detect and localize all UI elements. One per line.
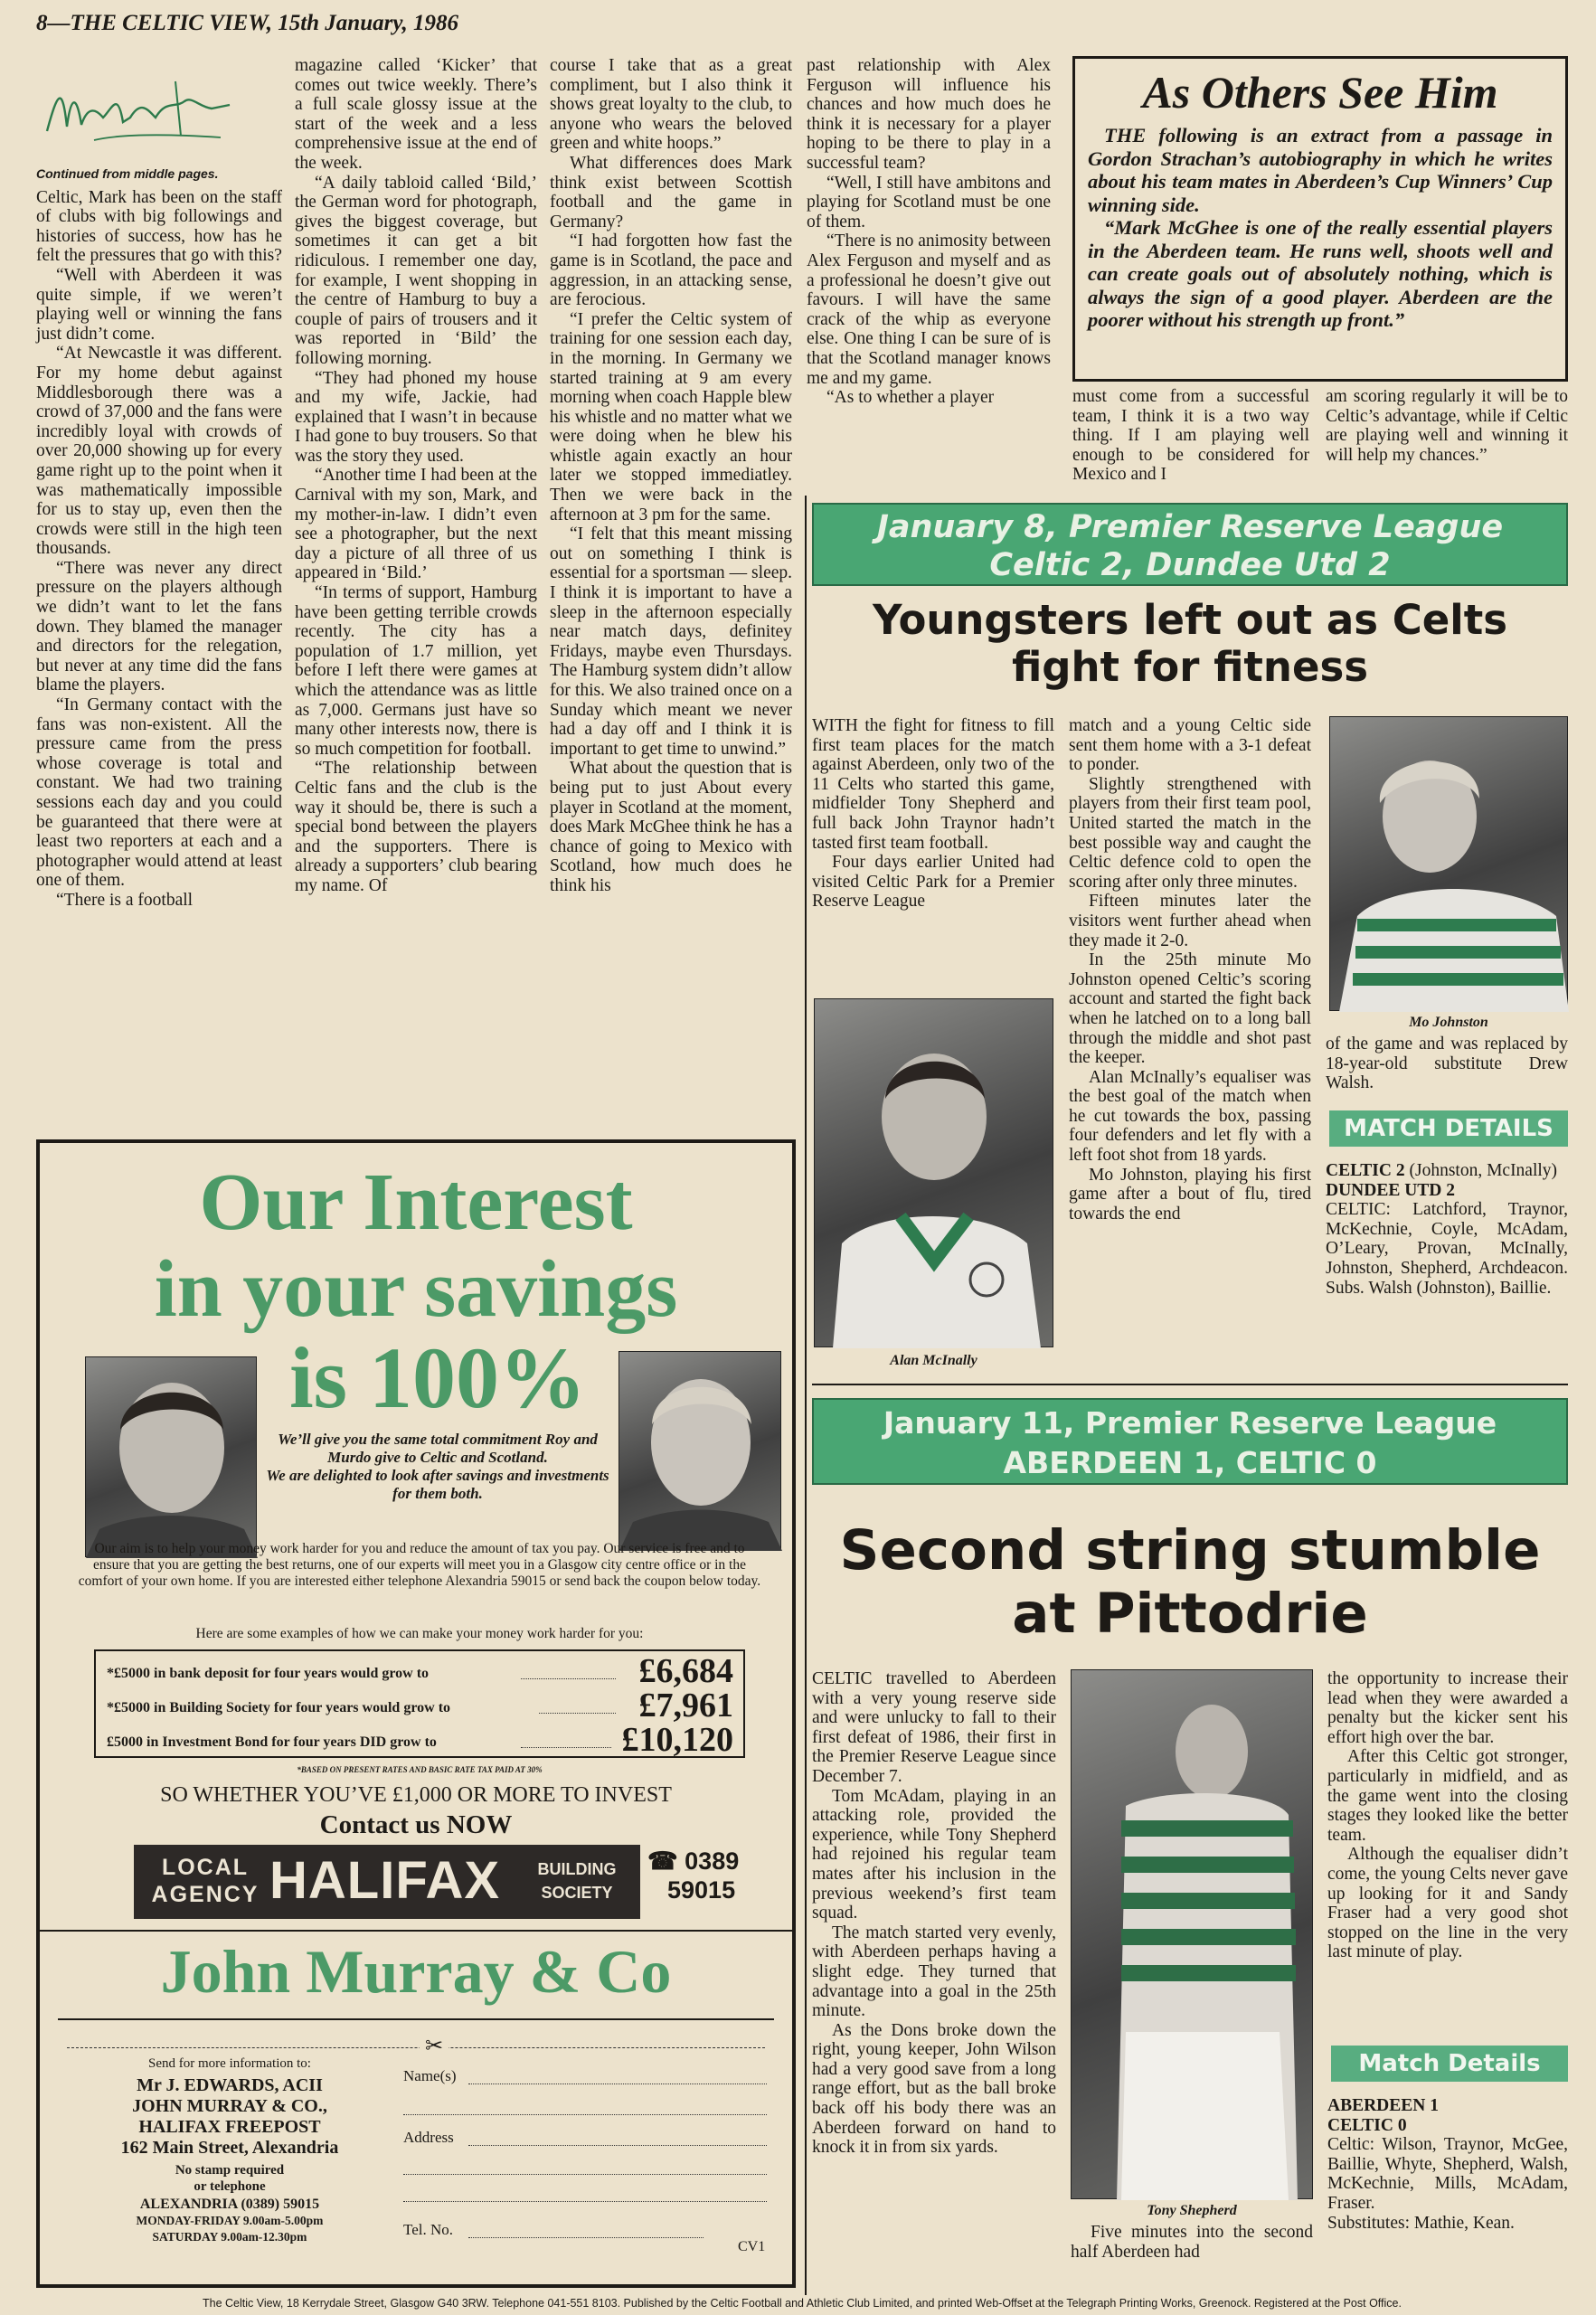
match1-header-bar	[812, 503, 1568, 586]
page-header: 8—THE CELTIC VIEW, 15th January, 1986	[36, 11, 458, 35]
article-paragraph: Celtic, Mark has been on the staff of clubs with big followings and histories of success, how has he felt the pressures that go with this?	[36, 187, 282, 266]
team-line-up: Celtic: Wilson, Traynor, McGee, Baillie, Whyte, Shepherd, Walsh, McKechnie, Mills, McAdam, Fraser.	[1327, 2135, 1568, 2213]
article-paragraph: CELTIC travelled to Aberdeen with a very young reserve side and were unlucky to fall to their first defeat of 1986, their first in the Premier Reserve League since December 7.	[812, 1669, 1056, 1786]
article-paragraph: “They had phoned my house and my wife, Jackie, had explained that I wasn’t in because I had gone to buy trousers. So that was the story they used.	[295, 368, 537, 466]
example-label: *£5000 in bank deposit for four years would grow to	[107, 1666, 430, 1681]
score-line: DUNDEE UTD 2	[1326, 1180, 1456, 1200]
murdo-photo	[619, 1351, 781, 1550]
article-paragraph: am scoring regularly it will be to Celtic’s advantage, while if Celtic are playing well and winning it will help my chances.”	[1326, 387, 1568, 465]
match2-column-1	[812, 1669, 1056, 2158]
headline-line: fight for fitness	[1011, 643, 1369, 691]
match1-date-line: January 8, Premier Reserve League	[876, 509, 1504, 545]
tel-field-label: Tel. No.	[403, 2221, 453, 2238]
article-paragraph: match and a young Celtic side sent them home with a 3-1 defeat to ponder.	[1069, 716, 1311, 775]
address-field-line-2[interactable]	[403, 2174, 767, 2175]
savings-advertisement	[36, 1139, 796, 2288]
local-agency-text	[146, 1854, 264, 1908]
phone-number: 59015	[667, 1876, 736, 1904]
address-field[interactable]	[468, 2145, 767, 2146]
match1-column-3	[1326, 1035, 1568, 1093]
ad-divider	[58, 2018, 774, 2020]
ad-examples-box	[94, 1649, 745, 1758]
headline-line: Youngsters left out as Celts	[872, 596, 1508, 644]
hours-line: SATURDAY 9.00am-12.30pm	[152, 2230, 307, 2244]
match2-below-photo	[1071, 2223, 1313, 2262]
coupon-form	[403, 2056, 783, 2264]
article-paragraph: “At Newcastle it was different. For my home debut against Middlesborough there was a crowd of 37,000 and the fans were incredibly loyal with crowds of over 20,000 showing up for every game right up to the point when it was mathematically impossible for us to stay up, even then the crowds were still in the high teen thousands.	[36, 344, 282, 559]
address-field-label: Address	[403, 2129, 454, 2146]
footer-line: The Celtic View, 18 Kerrydale Street, Glasgow G40 3RW. Telephone 041-551 8103. Published by the Celtic Football and Athletic Club Limited, and printed Web-Offset at the Telegraph Printing Works, Greenock. Registered at the Post Office.	[203, 2297, 1402, 2310]
score-line: CELTIC 0	[1327, 2115, 1407, 2135]
section-divider	[812, 1384, 1568, 1385]
article-paragraph: “There is a football	[56, 890, 194, 910]
article-column-2	[295, 56, 537, 896]
article-paragraph: Although the equaliser didn’t come, the young Celts never gave up looking for it and Sandy Fraser had a very good shot stopped on the line in the very last minute of play.	[1327, 1845, 1568, 1962]
halifax-logo-text: HALIFAX	[269, 1851, 501, 1910]
photo-caption: Tony Shepherd	[1147, 2203, 1237, 2218]
example-amount: £6,684	[638, 1652, 733, 1690]
article-paragraph: the opportunity to increase their lead when they were awarded a penalty but the kicker sent his effort high over the bar.	[1327, 1669, 1568, 1747]
scorers: (Johnston, McInally)	[1404, 1161, 1558, 1180]
scissors-icon: ✂	[420, 2033, 449, 2058]
hours-line: MONDAY-FRIDAY 9.00am-5.00pm	[136, 2214, 324, 2227]
match1-headline	[812, 597, 1568, 691]
mo-johnston-photo	[1329, 716, 1568, 1011]
article-paragraph: “Another time I had been at the Carnival with my son, Mark, and my mother-in-law. I didn’t even see a photographer, but the next day a picture of all three of us appeared in ‘Bild.’	[295, 466, 537, 583]
article-paragraph: Slightly strengthened with players from their first team pool, United started the match in the best possible way and caught the Celtic defence cold to open the scoring after only three minutes.	[1069, 774, 1311, 892]
agency-word: AGENCY	[151, 1882, 260, 1907]
article-paragraph: “Well with Aberdeen it was quite simple, if we weren’t playing well or winning the fans just didn’t come.	[36, 265, 282, 344]
article-column-6	[1326, 387, 1568, 465]
score-line: ABERDEEN 1	[1327, 2096, 1439, 2115]
dotted-leader	[521, 1747, 611, 1748]
agency-word: LOCAL	[161, 1855, 250, 1880]
example-label: £5000 in Investment Bond for four years DID grow to	[107, 1734, 437, 1750]
match1-details	[1326, 1161, 1568, 1298]
ad-body-text: Our aim is to help your money work harder for you and reduce the amount of tax you pay. Our service is free and to ensure that you are getting the best returns, one of our experts will meet you in a Glasgow city centre office or in the comfort of your own home. If you are interested either telephone Alexandria 59015 or send back the coupon below today.	[78, 1541, 761, 1589]
article-paragraph: “I felt that this meant missing out on something I think is essential for a sportsman — sleep. I think it is important to have a sleep in the afternoon especially near match days, definitey Fridays, maybe even Thursdays. The Hamburg system didn’t allow for this. We also trained once on a Sunday which meant we never had a day off and I think it is important to get time to unwind.”	[550, 524, 792, 759]
headline-line: Second string stumble	[839, 1518, 1541, 1583]
match1-column-2	[1069, 716, 1311, 1224]
continued-note: Continued from middle pages.	[36, 166, 219, 181]
article-paragraph: past relationship with Alex Ferguson will influence his chances and how much does he think it is necessary for a player hoping to be there to play in a successful team?	[807, 56, 1051, 173]
ad-divider	[40, 1930, 792, 1932]
match2-headline	[812, 1519, 1568, 1646]
article-paragraph: “I had forgotten how fast the game is in Scotland, the pace and aggression, in an attacking sense, are ferocious.	[550, 232, 792, 310]
page-footer	[36, 2297, 1568, 2310]
article-paragraph: must come from a successful team, I think it is a two way thing. If I am playing well enough to be considered for Mexico and I	[1072, 387, 1309, 485]
article-paragraph: As the Dons broke down the right, young keeper, John Wilson had a very good save from a long range effort, but as the ball broke back off his body there was an Aberdeen forward on hand to knock it in from six yards.	[812, 2020, 1056, 2158]
article-column-5	[1072, 387, 1309, 485]
article-paragraph: “In terms of support, Hamburg have been getting terrible crowds recently. The city has a population of 1.7 million, yet before I left there were games at which the attendance was as little as 7,000. Germans just have so many other interests now, there is so much competition for football.	[295, 583, 537, 759]
article-paragraph: “There was never any direct pressure on the players although we didn’t want to let the fans down. They blamed the manager and directors for the relegation, but never at any time did the fans blame the players.	[36, 558, 282, 695]
ad-title-line: is 100%	[288, 1329, 587, 1426]
roy-photo	[85, 1356, 257, 1557]
phone-area-code: 0389	[685, 1847, 740, 1875]
hours-line: ALEXANDRIA (0389) 59015	[139, 2197, 320, 2212]
address-line: HALIFAX FREEPOST	[138, 2117, 321, 2137]
article-paragraph: “In Germany contact with the fans was non-existent. All the pressure came from the press whose coverage is total and constant. We had two training sessions each day and you could be guaranteed that there were at least two reporters at each and a photographer would attend at least one of them.	[36, 695, 282, 891]
article-paragraph: In the 25th minute Mo Johnston opened Celtic’s scoring account and started the fight back when he latched on to a long ball through the middle and shot past the keeper.	[1069, 950, 1311, 1068]
building-society-text	[523, 1857, 631, 1904]
tony-shepherd-photo	[1071, 1669, 1313, 2199]
address-line: JOHN MURRAY & CO.,	[132, 2096, 327, 2116]
ad-examples-intro: Here are some examples of how we can make your money work harder for you:	[195, 1626, 644, 1641]
article-paragraph: “Well, I still have ambitons and playing for Scotland must be one of them.	[807, 173, 1051, 232]
address-line: Mr J. EDWARDS, ACII	[137, 2075, 323, 2095]
match-details-label: MATCH DETAILS	[1329, 1110, 1568, 1147]
alan-mcinally-photo	[814, 998, 1053, 1347]
ad-title-line: in your savings	[154, 1244, 678, 1334]
as-others-see-him-box	[1072, 56, 1568, 382]
ad-footnote: *BASED ON PRESENT RATES AND BASIC RATE TAX PAID AT 30%	[297, 1765, 543, 1774]
coupon-code: CV1	[738, 2239, 766, 2254]
article-paragraph: Mo Johnston, playing his first game after a bout of flu, tired towards the end	[1069, 1165, 1311, 1224]
address-field-line-3[interactable]	[403, 2201, 767, 2202]
agency-word: SOCIETY	[541, 1884, 613, 1902]
match2-header-bar	[812, 1398, 1568, 1485]
match-details-label: Match Details	[1331, 2046, 1568, 2082]
match2-details	[1327, 2096, 1568, 2233]
match2-score-line: ABERDEEN 1, CELTIC 0	[1003, 1445, 1377, 1480]
article-paragraph: What about the question that is being put to just About every player in Scotland at the moment, does Mark McGhee think he has a chance of going to Mexico with Scotland, how much does he think his	[550, 759, 792, 895]
article-column-4	[807, 56, 1051, 408]
headline-line: at Pittodrie	[1012, 1582, 1368, 1646]
article-paragraph: course I take that as a great compliment, but I also think it shows great loyalty to the club, to anyone who wears the beloved green and white hoops.”	[550, 56, 792, 154]
photo-caption: Mo Johnston	[1409, 1015, 1488, 1030]
match1-column-1	[812, 716, 1054, 912]
article-paragraph: of the game and was replaced by 18-year-old substitute Drew Walsh.	[1326, 1035, 1568, 1093]
article-paragraph: The match started very evenly, with Aberdeen perhaps having a slight edge. They turned that advantage into a goal in the 25th minute.	[812, 1923, 1056, 2021]
match1-score-line: Celtic 2, Dundee Utd 2	[989, 547, 1391, 583]
article-column-3	[550, 56, 792, 896]
example-label: *£5000 in Building Society for four years would grow to	[107, 1700, 451, 1715]
article-paragraph: What differences does Mark think exist between Scottish football and the game in Germany?	[550, 153, 792, 232]
article-paragraph: Alan McInally’s equaliser was the best goal of the match when he cut towards the box, passing four defenders and let fly with a left foot shot from 18 yards.	[1069, 1067, 1311, 1166]
ad-title	[40, 1159, 792, 1333]
address-line: 162 Main Street, Alexandria	[120, 2138, 339, 2158]
article-paragraph: After this Celtic got stronger, particularly in midfield, and as the game went into the closing stages they looked like the better team.	[1327, 1747, 1568, 1845]
article-paragraph: Fifteen minutes later the visitors went further ahead when they made it 2-0.	[1069, 892, 1311, 950]
ad-tagline	[260, 1431, 615, 1503]
substitutes: Substitutes: Mathie, Kean.	[1327, 2213, 1515, 2233]
article-paragraph: “The relationship between Celtic fans and the club is the way it should be, there is such a special bond between the players and the supporters. There is already a supporters’ club bearing my name. Of	[295, 759, 537, 895]
article-paragraph: “A daily tabloid called ‘Bild,’ the German word for photograph, gives the biggest coverage, but sometimes it can get a bit ridiculous. I remember one day, for example, I went shopping in the centre of Hamburg to buy a couple of pairs of trousers and it was reported in ‘Bild’ the following morning.	[295, 173, 537, 368]
score-line: CELTIC 2	[1326, 1161, 1405, 1180]
invest-line: SO WHETHER YOU’VE £1,000 OR MORE TO INVEST	[160, 1783, 672, 1807]
article-paragraph: Four days earlier United had visited Celtic Park for a Premier Reserve League	[812, 853, 1054, 912]
team-line-up: CELTIC: Latchford, Traynor, McKechnie, Coyle, McAdam, O’Leary, Provan, McInally, Johnston, Shepherd, Archdeacon. Subs. Walsh (Johnston), Baillie.	[1326, 1200, 1568, 1298]
contact-line: Contact us NOW	[319, 1810, 513, 1839]
telephone-icon: ☎	[647, 1847, 678, 1875]
cut-line	[67, 2047, 765, 2048]
example-amount: £10,120	[621, 1721, 733, 1759]
column-divider	[805, 496, 807, 2295]
box-title: As Others See Him	[1142, 67, 1498, 118]
tagline-line: We are delighted to look after savings and investments for them both.	[266, 1467, 609, 1502]
match2-column-3	[1327, 1669, 1568, 1962]
article-paragraph: Tom McAdam, playing in an attacking role, provided the experience, while Tony Shepherd had rejoined his regular team mates after his inclusion in the previous weekend’s first team squad.	[812, 1786, 1056, 1923]
coupon-address	[94, 2056, 365, 2245]
match2-date-line: January 11, Premier Reserve League	[883, 1405, 1497, 1441]
stamp-line: or telephone	[194, 2179, 266, 2194]
ad-phone	[647, 1847, 739, 1904]
article-paragraph: “I prefer the Celtic system of training for one session each day, in the morning. In Germany we started training at 9 am every morning when coach Happle blew his whistle and no matter what we were doing when he blew his whistle again exactly an hour later we stopped immediatley. Then we were back in the afternoon at 3 pm for the same.	[550, 309, 792, 524]
article-paragraph: WITH the fight for fitness to fill first team places for the match against Aberdeen, only two of the 11 Celts who started this game, midfielder Tony Shepherd and full back John Traynor hadn’t tasted first team football.	[812, 716, 1054, 853]
box-quote: “Mark McGhee is one of the really essential players in the Aberdeen team. He runs well, shoots well and can create goals out of absolutely nothing, which is always the sign of a good player. Aberdeen are the poorer without his strength up front.”	[1088, 216, 1553, 331]
example-amount: £7,961	[638, 1687, 733, 1724]
photo-caption: Alan McInally	[890, 1353, 977, 1368]
article-paragraph: “As to whether a player	[826, 388, 995, 408]
agency-word: BUILDING	[537, 1860, 617, 1878]
article-paragraph: Five minutes into the second half Aberdeen had	[1071, 2223, 1313, 2262]
article-paragraph: magazine called ‘Kicker’ that comes out twice weekly. There’s a full scale glossy issue at the start of the week and a less comprehensive issue at the end of the week.	[295, 56, 537, 173]
signature-image	[40, 54, 257, 163]
name-field-line-2[interactable]	[403, 2114, 767, 2115]
send-line: Send for more information to:	[148, 2056, 311, 2071]
article-paragraph: “There is no animosity between Alex Ferguson and myself and as a professional he doesn’t give out favours. I will have the same crack of the whip as everyone else. One thing I can be sure of is that the Scotland manager knows me and my game.	[807, 232, 1052, 388]
ad-title-line: Our Interest	[199, 1158, 633, 1247]
name-field-label: Name(s)	[403, 2067, 457, 2084]
company-name: John Murray & Co	[160, 1937, 672, 2006]
tagline-line: We’ll give you the same total commitment Roy and Murdo give to Celtic and Scotland.	[278, 1431, 598, 1466]
article-column-1	[36, 165, 282, 911]
stamp-line: No stamp required	[175, 2163, 285, 2178]
tel-field[interactable]	[468, 2237, 704, 2238]
halifax-agency-banner	[134, 1845, 640, 1919]
box-intro: THE following is an extract from a passage in Gordon Strachan’s autobiography in which he writes about his team mates in Aberdeen’s Cup Winners’ Cup winning side.	[1088, 124, 1553, 216]
